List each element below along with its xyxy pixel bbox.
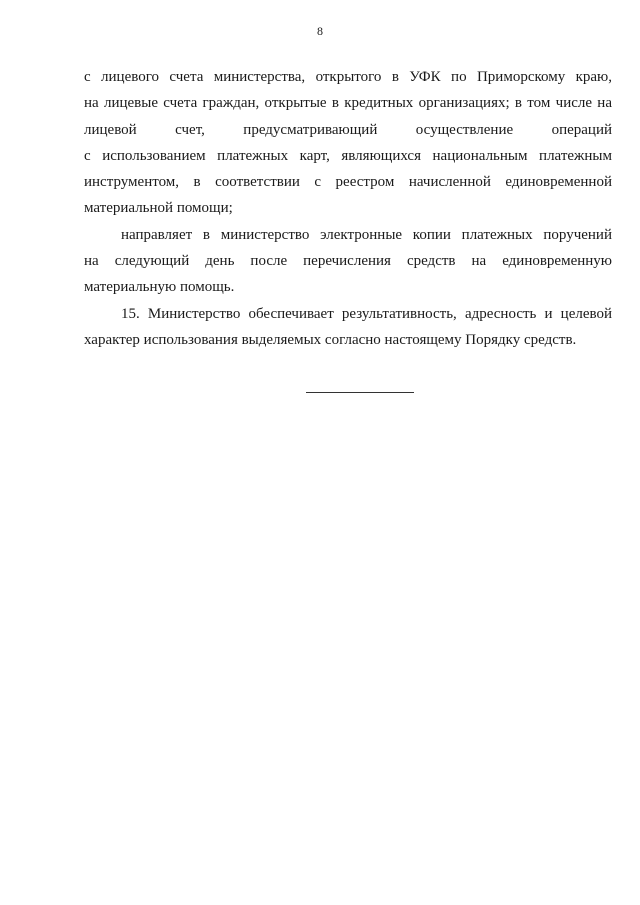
text-line: с лицевого счета министерства, открытого в УФК по Приморскому краю, <box>84 69 612 85</box>
text-line: на лицевые счета граждан, открытые в кредитных организациях; в том числе на <box>84 95 612 112</box>
text-line: с использованием платежных карт, являющихся национальным платежным <box>84 147 612 164</box>
text-line: инструментом, в соответствии с реестром начисленной единовременной <box>84 174 612 191</box>
text-line: на следующий день после перечисления средств на единовременную <box>84 253 612 270</box>
text-line: материальной помощи; <box>84 200 233 217</box>
document-body <box>84 64 612 353</box>
text-line: 15. Министерство обеспечивает результативность, адресность и целевой <box>121 305 612 322</box>
text-line: материальную помощь. <box>84 279 235 296</box>
paragraph-item-15 <box>84 301 612 354</box>
text-line: направляет в министерство электронные копии платежных поручений <box>121 226 612 243</box>
text-line: характер использования выделяемых согласно настоящему Порядку средств. <box>84 331 577 348</box>
paragraph-continuation <box>84 64 612 222</box>
page-number: 8 <box>317 24 323 38</box>
text-line: лицевой счет, предусматривающий осуществление операций <box>84 121 612 138</box>
paragraph-transfer-copies <box>84 222 612 301</box>
end-separator-line <box>306 392 414 393</box>
